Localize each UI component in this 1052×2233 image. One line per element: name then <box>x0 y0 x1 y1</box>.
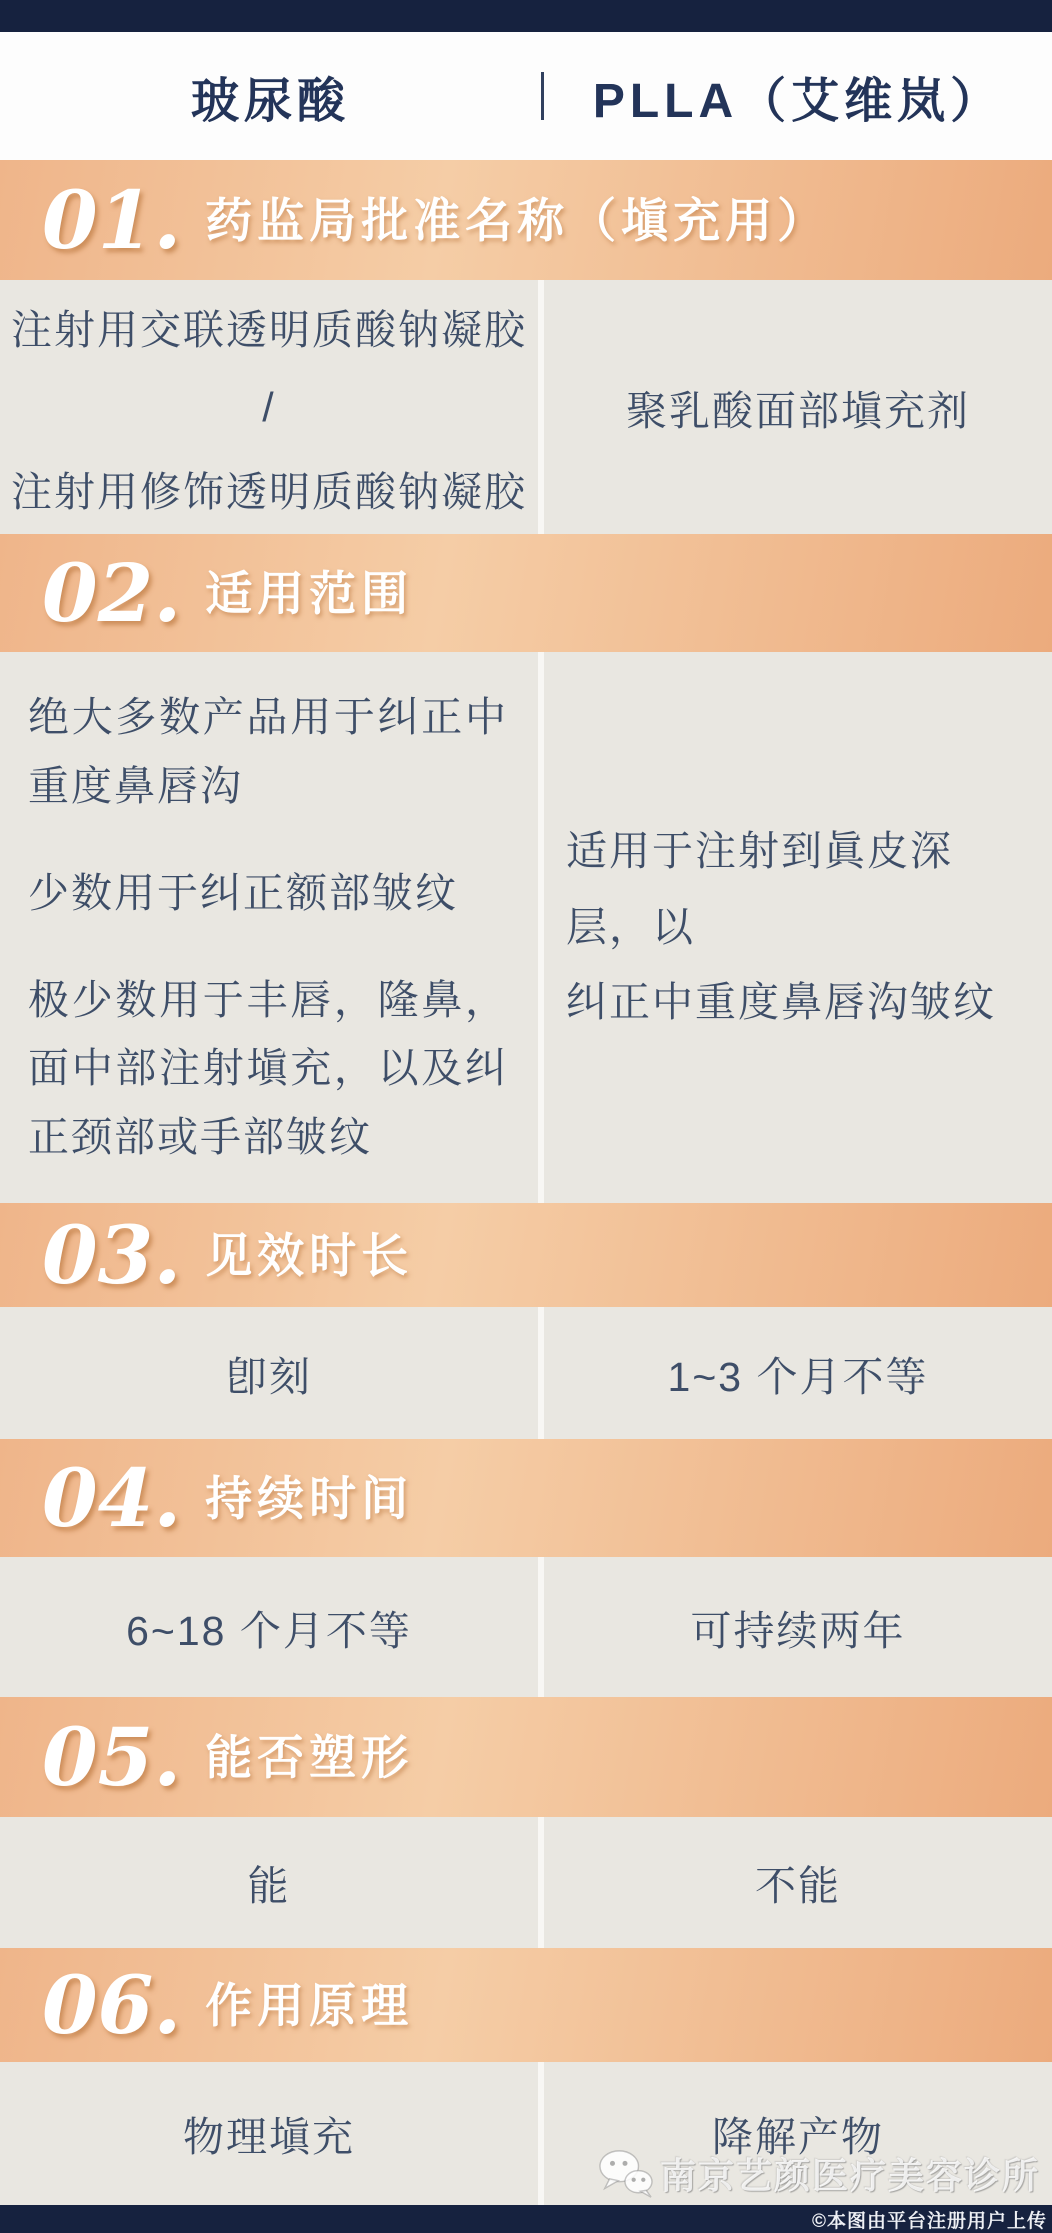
section-band-02 <box>0 534 1052 652</box>
section-content-02 <box>0 652 1052 1203</box>
cell-left <box>0 1307 538 1439</box>
section-band-01 <box>0 160 1052 280</box>
section-number: 06. <box>42 1958 182 2052</box>
column-header-left: 玻尿酸 <box>190 74 350 128</box>
cell-text: 绝大多数产品用于纠正中重度鼻唇沟 <box>28 693 508 809</box>
watermark <box>596 2147 1040 2199</box>
cell-left <box>0 1817 538 1948</box>
wechat-icon <box>596 2147 654 2199</box>
cell-right <box>544 652 1052 1203</box>
cell-right <box>544 1557 1052 1697</box>
cell-text: / <box>262 383 276 430</box>
column-header-row <box>0 32 1052 160</box>
footer-notice: ©本图由平台注册用户上传 <box>811 2210 1047 2232</box>
cell-text: 极少数用于丰唇，隆鼻，面中部注射塡充，以及纠正颈部或手部皱纹 <box>28 976 508 1161</box>
top-navy-bar <box>0 0 1052 32</box>
section-content-01 <box>0 280 1052 534</box>
section-band-04 <box>0 1439 1052 1557</box>
bottom-navy-bar <box>0 2205 1052 2233</box>
cell-right <box>544 1307 1052 1439</box>
section-band-06 <box>0 1948 1052 2062</box>
section-title: 见效时长 <box>205 1228 414 1282</box>
cell-text: 降解产物 <box>712 2114 884 2160</box>
cell-text: 物理塡充 <box>183 2114 355 2160</box>
cell-left <box>0 280 538 534</box>
cell-right <box>544 280 1052 534</box>
cell-text: 适用于注射到眞皮深层，以 <box>566 827 953 950</box>
cell-text: 少数用于纠正额部皱纹 <box>28 869 458 916</box>
cell-text: 1~3 个月不等 <box>667 1353 929 1400</box>
section-number: 04. <box>42 1451 182 1545</box>
cell-text: 能 <box>247 1863 291 1909</box>
section-band-03 <box>0 1203 1052 1307</box>
section-title: 持续时间 <box>205 1471 414 1525</box>
section-number: 03. <box>42 1208 182 1302</box>
section-title: 适用范围 <box>205 566 414 620</box>
section-content-03 <box>0 1307 1052 1439</box>
cell-text: 不能 <box>755 1863 841 1909</box>
section-number: 05. <box>42 1710 182 1804</box>
cell-text: 注射用修饰透明质酸钠凝胶 <box>11 468 527 515</box>
cell-text: 纠正中重度鼻唇沟皱纹 <box>566 979 996 1026</box>
section-number: 02. <box>42 546 182 640</box>
section-number: 01. <box>42 173 182 267</box>
cell-right <box>544 1817 1052 1948</box>
watermark-text: 南京艺颜医疗美容诊所 <box>659 2154 1040 2196</box>
column-header-right: PLLA（艾维岚） <box>592 74 1004 128</box>
cell-left <box>0 2062 538 2205</box>
cell-text: 卽刻 <box>226 1353 312 1400</box>
cell-text: 可持续两年 <box>690 1607 906 1654</box>
cell-text: 注射用交联透明质酸钠凝胶 <box>11 306 527 353</box>
section-title: 药监局批准名称（塡充用） <box>205 193 830 247</box>
section-content-04 <box>0 1557 1052 1697</box>
section-content-05 <box>0 1817 1052 1948</box>
cell-text: 聚乳酸面部塡充剂 <box>626 387 970 434</box>
section-title: 作用原理 <box>205 1978 414 2032</box>
cell-left <box>0 652 538 1203</box>
cell-left <box>0 1557 538 1697</box>
cell-text: 6~18 个月不等 <box>126 1607 412 1654</box>
section-band-05 <box>0 1697 1052 1817</box>
section-title: 能否塑形 <box>205 1730 414 1784</box>
